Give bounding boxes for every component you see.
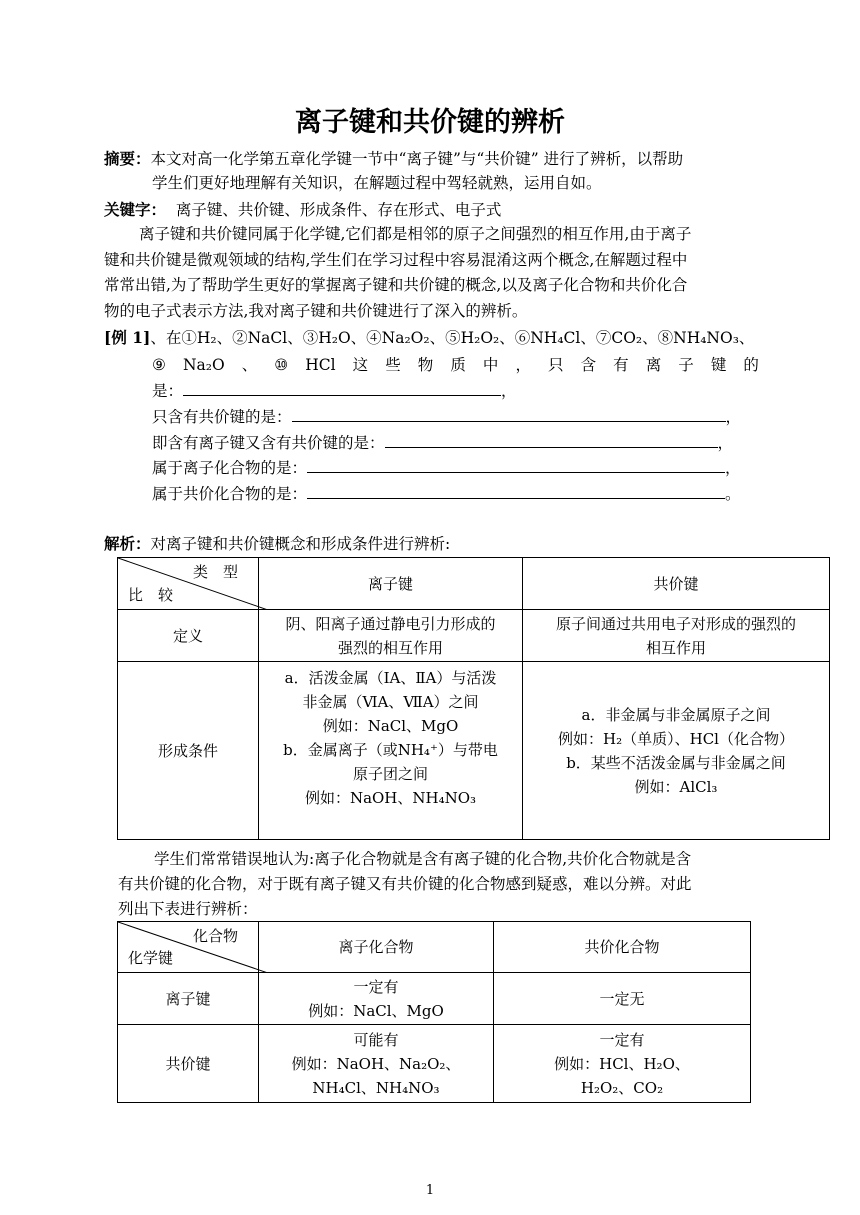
answer-blank-both-bonds[interactable] xyxy=(385,431,718,448)
table1-row-definition-label: 定义 xyxy=(118,610,259,662)
corner-bottom-label: 比 较 xyxy=(128,586,174,604)
intro-line-2: 键和共价键是微观领域的结构,学生们在学习过程中容易混淆这两个概念,在解题过程中 xyxy=(104,251,688,269)
cell-line: 例如：NaOH、NH₄NO₃ xyxy=(304,789,477,807)
cell-line: b．某些不活泼金属与非金属之间 xyxy=(566,753,786,772)
page-title: 离子键和共价键的辨析 xyxy=(295,107,565,138)
answer-blank-covalent-compounds[interactable] xyxy=(307,482,725,499)
abstract-label: 摘要： xyxy=(104,149,151,168)
word: 离 xyxy=(645,356,662,374)
example-line3 xyxy=(152,379,517,403)
example-text-1: 、在①H₂、②NaCl、③H₂O、④Na₂O₂、⑤H₂O₂、⑥NH₄Cl、⑦CO₂、⑧NH₄NO₃、 xyxy=(150,329,755,347)
cell-line: 非金属（ⅥA、ⅦA）之间 xyxy=(302,693,479,711)
para2-line-1: 学生们常常错误地认为:离子化合物就是含有离子键的化合物,共价化合物就是含 xyxy=(154,850,692,868)
word: 、 xyxy=(241,356,258,374)
word: 含 xyxy=(580,356,597,374)
cell-line: a．非金属与非金属原子之间 xyxy=(581,705,771,724)
cell-line: 相互作用 xyxy=(645,638,706,657)
cell-line: 例如：NaOH、Na₂O₂、 xyxy=(291,1054,461,1073)
table1-formation-covalent xyxy=(523,662,830,840)
cell-line: 阴、阳离子通过静电引力形成的 xyxy=(285,614,496,633)
table2-row-ionic-bond-label: 离子键 xyxy=(118,973,259,1025)
question-ionic-compounds xyxy=(152,456,741,480)
question-label: 即含有离子键又含有共价键的是： xyxy=(152,434,385,452)
word: 键 xyxy=(710,356,727,374)
intro-line-4: 物的电子式表示方法,我对离子键和共价键进行了深入的辨析。 xyxy=(104,302,528,320)
corner-top-label: 化合物 xyxy=(192,927,238,945)
corner-top-label: 类 型 xyxy=(192,563,238,581)
table2-header-covalent-compound: 共价化合物 xyxy=(494,922,751,973)
word: HCl xyxy=(305,356,336,374)
cell-line: 原子团之间 xyxy=(352,765,428,783)
cell-line: b．金属离子（或NH₄⁺）与带电 xyxy=(283,741,498,759)
cell-line: 例如：NaCl、MgO xyxy=(308,1001,444,1020)
cell-line: a．活泼金属（ⅠA、ⅡA）与活泼 xyxy=(284,669,497,687)
question-label: 只含有共价键的是： xyxy=(152,408,292,426)
word: 质 xyxy=(450,356,466,374)
word: 些 xyxy=(385,356,401,374)
table2-row-covalent-bond-label: 共价键 xyxy=(118,1025,259,1103)
word: 这 xyxy=(352,356,369,374)
analysis-text: 对离子键和共价键概念和形成条件进行辨析: xyxy=(150,535,451,553)
corner-bottom-label: 化学键 xyxy=(128,949,174,967)
comma: ， xyxy=(725,408,742,426)
table2-corner-cell xyxy=(118,922,259,973)
question-label: 属于离子化合物的是： xyxy=(152,459,308,477)
keywords xyxy=(104,198,501,222)
word: ， xyxy=(515,356,531,374)
answer-blank-ionic-only[interactable] xyxy=(183,379,501,396)
table2-covalent-compound-ionic-bond xyxy=(494,973,751,1025)
table1-corner-cell xyxy=(118,558,259,610)
analysis xyxy=(104,532,450,556)
bond-comparison-table xyxy=(117,557,830,840)
table1-definition-covalent xyxy=(523,610,830,662)
abstract-line2: 学生们更好地理解有关知识，在解题过程中驾轻就熟，运用自如。 xyxy=(152,174,602,192)
cell-line: 强烈的相互作用 xyxy=(337,638,443,657)
keywords-text: 离子键、共价键、形成条件、存在形式、电子式 xyxy=(175,201,502,219)
cell-line: 一定有 xyxy=(599,1030,645,1049)
cell-line: 例如：HCl、H₂O、 xyxy=(554,1054,690,1073)
word: 子 xyxy=(678,356,694,374)
answer-blank-ionic-compounds[interactable] xyxy=(307,456,725,473)
intro-line-1: 离子键和共价键同属于化学键,它们都是相邻的原子之间强烈的相互作用,由于离子 xyxy=(139,225,692,243)
comma: ， xyxy=(725,459,741,477)
word: 物 xyxy=(417,356,434,374)
answer-label-ionic-only: 是： xyxy=(152,382,184,400)
table1-header-ionic: 离子键 xyxy=(259,558,523,610)
page-number: 1 xyxy=(425,1183,435,1198)
cell-line: 可能有 xyxy=(353,1030,399,1049)
abstract-line1: 本文对高一化学第五章化学键一节中“离子键”与“共价键” 进行了辨析，以帮助 xyxy=(150,150,684,168)
cell-line: H₂O₂、CO₂ xyxy=(580,1078,664,1097)
cell-line: NH₄Cl、NH₄NO₃ xyxy=(312,1078,440,1097)
comma: ， xyxy=(501,382,517,400)
intro-line-3: 常常出错,为了帮助学生更好的掌握离子键和共价键的概念,以及离子化合物和共价化合 xyxy=(104,276,688,294)
word: 中 xyxy=(482,356,499,374)
word: 有 xyxy=(613,356,629,374)
cell-line: 原子间通过共用电子对形成的强烈的 xyxy=(555,614,796,633)
word: ⑨ xyxy=(152,356,166,374)
table2-ionic-compound-covalent-bond xyxy=(259,1025,494,1103)
example-line1 xyxy=(104,326,754,350)
question-label: 属于共价化合物的是： xyxy=(152,485,308,503)
para2-line-3: 列出下表进行辨析： xyxy=(118,900,258,918)
table1-header-covalent: 共价键 xyxy=(523,558,830,610)
table1-row-formation-label: 形成条件 xyxy=(118,662,259,840)
cell-line: 一定无 xyxy=(599,989,645,1008)
cell-line: 例如：AlCl₃ xyxy=(634,777,718,796)
analysis-label: 解析： xyxy=(104,534,151,553)
cell-line: 例如：H₂（单质）、HCl（化合物） xyxy=(558,729,794,748)
word: 的 xyxy=(743,356,759,374)
question-covalent-compounds xyxy=(152,482,741,506)
table2-header-ionic-compound: 离子化合物 xyxy=(259,922,494,973)
table2-covalent-compound-covalent-bond xyxy=(494,1025,751,1103)
table1-definition-ionic xyxy=(259,610,523,662)
cell-line: 一定有 xyxy=(353,977,399,996)
word: 只 xyxy=(548,356,564,374)
example-line2 xyxy=(152,353,759,377)
comma: ， xyxy=(717,434,734,452)
period: 。 xyxy=(725,485,741,503)
table2-ionic-compound-ionic-bond xyxy=(259,973,494,1025)
abstract xyxy=(104,147,683,171)
question-both-bonds xyxy=(152,431,733,455)
answer-blank-covalent-only[interactable] xyxy=(292,405,726,422)
para2-line-2: 有共价键的化合物，对于既有离子键又有共价键的化合物感到疑惑，难以分辨。对此 xyxy=(118,875,692,893)
keywords-label: 关键字： xyxy=(104,200,167,219)
question-covalent-only xyxy=(152,405,741,429)
cell-line: 例如：NaCl、MgO xyxy=(322,717,459,735)
word: ⑩ xyxy=(274,356,289,374)
example-label: [例 1] xyxy=(104,328,151,347)
word: Na₂O xyxy=(182,356,225,374)
table1-formation-ionic xyxy=(259,662,523,840)
compound-comparison-table xyxy=(117,921,751,1103)
